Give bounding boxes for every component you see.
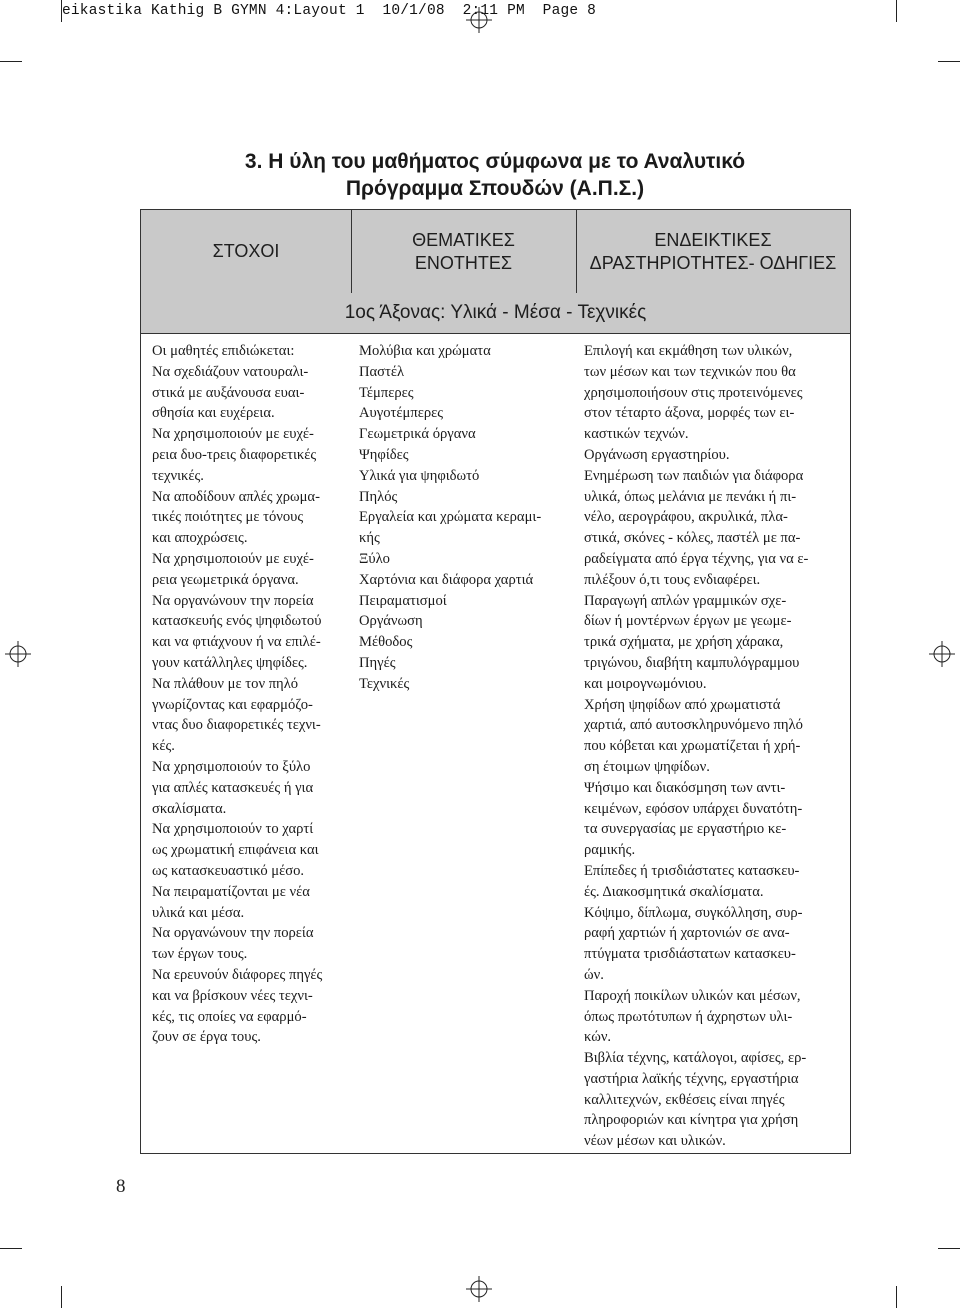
section-title: [140, 148, 850, 202]
header-goals-label: ΣΤΟΧΟΙ: [212, 241, 280, 261]
crop-mark-top-right: [896, 0, 897, 22]
table-header-row: [141, 210, 850, 294]
registration-mark-icon: [466, 1276, 492, 1302]
crop-mark-bottom-right: [896, 1286, 897, 1308]
text-line: Να σχεδιάζουν νατουραλι-: [152, 363, 309, 380]
text-line: δίων ή μοντέρνων έργων με γεωμε-: [584, 613, 792, 630]
header-activities-line-1: ΕΝΔΕΙΚΤΙΚΕΣ: [654, 229, 772, 250]
text-line: κατασκευής ενός ψηφιδωτού: [152, 613, 322, 630]
text-line: Εργαλεία και χρώματα κεραμι-: [359, 509, 542, 526]
text-line: Να πλάθουν με τον πηλό: [152, 675, 299, 692]
text-line: Βιβλία τέχνης, κατάλογοι, αφίσες, ερ-: [584, 1050, 807, 1067]
text-line: Τεχνικές: [359, 675, 410, 692]
text-line: Να οργανώνουν την πορεία: [152, 592, 314, 609]
text-line: γνωρίζοντας και εφαρμόζο-: [152, 696, 313, 713]
text-line: Οι μαθητές επιδιώκεται:: [152, 343, 295, 359]
text-line: ές. Διακοσμητικά σκαλίσματα.: [584, 883, 764, 900]
header-activities: [576, 210, 850, 293]
text-line: καλλιτεχνών, εκθέσεις είναι πηγές: [584, 1091, 785, 1108]
text-line: ως χρωματική επιφάνεια και: [152, 842, 319, 859]
text-line: στικά, σκόνες - κόλες, παστέλ με πα-: [584, 530, 801, 547]
text-line: στον τέταρτο άξονα, μορφές των ει-: [584, 405, 795, 422]
text-line: πιλέξουν ό,τι τους ενδιαφέρει.: [584, 571, 761, 588]
text-line: Επίπεδες ή τρισδιάστατες κατασκευ-: [584, 862, 800, 879]
text-line: Να χρησιμοποιούν με ευχέ-: [152, 550, 314, 567]
crop-mark-right-top: [938, 61, 960, 62]
text-line: ρεια γεωμετρικά όργανα.: [152, 571, 299, 588]
text-line: γουν κατάλληλες ψηφίδες.: [152, 654, 308, 671]
text-line: τριγώνου, διαβήτη καμπυλόγραμμου: [584, 654, 800, 671]
text-line: ραμικής.: [584, 842, 636, 859]
text-line: Πηγές: [359, 654, 396, 671]
text-line: σκαλίσματα.: [152, 800, 227, 817]
registration-mark-icon: [466, 7, 492, 33]
text-line: όπως πρωτότυπων ή άχρηστων υλι-: [584, 1008, 793, 1025]
text-line: Ψήσιμο και διακόσμηση των αντι-: [584, 779, 786, 796]
text-line: τεχνικές.: [152, 467, 204, 484]
crop-mark-left-bottom: [0, 1248, 22, 1249]
text-line: και να βρίσκουν νέες τεχνι-: [152, 987, 313, 1004]
text-line: ραφή χαρτιών ή χαρτονιών σε ανα-: [584, 925, 790, 942]
header-goals: [141, 210, 351, 293]
text-line: ως κατασκευαστικό μέσο.: [152, 862, 305, 879]
crop-mark-bottom-left: [61, 1286, 62, 1308]
text-line: υλικά και μέσα.: [152, 904, 245, 921]
text-line: Πηλός: [359, 488, 398, 505]
text-line: Χαρτόνια και διάφορα χαρτιά: [359, 571, 534, 588]
text-line: των μέσων και των τεχνικών που θα: [584, 363, 796, 380]
text-line: ραδείγματα από έργα τέχνης, για να ε-: [584, 550, 809, 567]
text-line: νέλο, αερογράφου, ακρυλικά, πλα-: [584, 509, 788, 526]
text-line: Πειραματισμοί: [359, 592, 447, 609]
text-line: Κόψιμο, δίπλωμα, συγκόλληση, συρ-: [584, 904, 803, 921]
text-line: ζουν σε έργα τους.: [152, 1029, 261, 1046]
crop-mark-right-bottom: [938, 1248, 960, 1249]
text-line: και μοιρογνωμόνιου.: [584, 675, 707, 692]
text-line: ση έτοιμων ψηφίδων.: [584, 758, 710, 775]
header-units-line-2: ΕΝΟΤΗΤΕΣ: [414, 252, 513, 273]
text-line: ντας δυο διαφορετικές τεχνι-: [152, 717, 321, 734]
text-line: ρεια δυο-τρεις διαφορετικές: [152, 446, 317, 463]
section-title-line-1: 3. Η ύλη του μαθήματος σύμφωνα με το Αναλυτικό: [244, 150, 746, 173]
axis-title-row: 1ος Άξονας: Υλικά - Μέσα - Τεχνικές: [141, 293, 850, 334]
text-line: νέων μέσων και υλικών.: [584, 1133, 726, 1150]
text-line: Να χρησιμοποιούν το ξύλο: [152, 758, 311, 775]
text-line: Γεωμετρικά όργανα: [359, 426, 476, 443]
text-line: πτύγματα τρισδιάστατων κατασκευ-: [584, 946, 796, 963]
goals-cell: [152, 341, 352, 1048]
text-line: Αυγοτέμπερες: [359, 405, 444, 422]
text-line: Παστέλ: [359, 363, 405, 380]
text-line: ών.: [584, 966, 604, 983]
print-slug: eikastika Kathig B GYMN 4:Layout 1 10/1/08 2:11 PM Page 8: [62, 3, 597, 19]
text-line: χρησιμοποιήσουν στις προτεινόμενες: [584, 384, 803, 401]
header-units-line-1: ΘΕΜΑΤΙΚΕΣ: [412, 229, 515, 250]
page-number: 8: [116, 1176, 126, 1197]
text-line: για απλές κατασκευές ή για: [152, 779, 314, 796]
text-line: σθησία και ευχέρεια.: [152, 405, 275, 422]
text-line: των έργων τους.: [152, 946, 248, 963]
text-line: Παραγωγή απλών γραμμικών σχε-: [584, 592, 787, 609]
text-line: Να πειραματίζονται με νέα: [152, 883, 310, 900]
header-activities-line-2: ΔΡΑΣΤΗΡΙΟΤΗΤΕΣ- ΟΔΗΓΙΕΣ: [589, 252, 837, 273]
activities-cell: [584, 341, 842, 1152]
text-line: Οργάνωση εργαστηρίου.: [584, 446, 730, 463]
text-line: Χρήση ψηφίδων από χρωματιστά: [584, 696, 781, 713]
text-line: και να φτιάχνουν ή να επιλέ-: [152, 634, 321, 651]
text-line: Να χρησιμοποιούν με ευχέ-: [152, 426, 314, 443]
text-line: Ενημέρωση των παιδιών για διάφορα: [584, 467, 804, 484]
text-line: Να χρησιμοποιούν το χαρτί: [152, 821, 314, 838]
text-line: πληροφοριών και κίνητρα για χρήση: [584, 1112, 799, 1129]
crop-mark-left-top: [0, 61, 22, 62]
text-line: Ψηφίδες: [359, 446, 409, 463]
registration-mark-icon: [5, 641, 31, 667]
text-line: Επιλογή και εκμάθηση των υλικών,: [584, 343, 793, 359]
text-line: Μέθοδος: [359, 634, 413, 651]
text-line: κών.: [584, 1029, 612, 1046]
text-line: τρικά σχήματα, με χρήση χάρακα,: [584, 634, 784, 651]
text-line: κές.: [152, 738, 175, 755]
text-line: τικές ποιότητες με τόνους: [152, 509, 304, 526]
text-line: Να αποδίδουν απλές χρωμα-: [152, 488, 320, 505]
text-line: κής: [359, 530, 380, 547]
crop-mark-top-left: [61, 0, 62, 22]
text-line: κειμένων, εφόσον υπάρχει δυνατότη-: [584, 800, 803, 817]
text-line: χαρτιά, από αυτοσκληρυνόμενο πηλό: [584, 717, 803, 734]
section-title-line-2: Πρόγραμμα Σπουδών (Α.Π.Σ.): [345, 177, 645, 200]
text-line: υλικά, όπως μελάνια με πενάκι ή πι-: [584, 488, 797, 505]
text-line: Παροχή ποικίλων υλικών και μέσων,: [584, 987, 801, 1004]
text-line: στικά με αυξάνουσα ευαι-: [152, 384, 305, 401]
header-thematic-units: [351, 210, 576, 293]
text-line: Υλικά για ψηφιδωτό: [359, 467, 480, 484]
curriculum-table: [140, 209, 851, 1154]
text-line: Να ερευνούν διάφορες πηγές: [152, 966, 323, 983]
text-line: τα συνεργασίας με εργαστήριο κε-: [584, 821, 787, 838]
text-line: που κόβεται και χρωματίζεται ή χρή-: [584, 738, 801, 755]
text-line: Οργάνωση: [359, 613, 423, 630]
text-line: Ξύλο: [359, 550, 390, 567]
text-line: κές, τις οποίες να εφαρμό-: [152, 1008, 307, 1025]
text-line: Να οργανώνουν την πορεία: [152, 925, 314, 942]
text-line: γαστήρια λαϊκής τέχνης, εργαστήρια: [584, 1070, 799, 1087]
text-line: Μολύβια και χρώματα: [359, 343, 491, 359]
text-line: Τέμπερες: [359, 384, 414, 401]
units-cell: [359, 341, 567, 695]
registration-mark-icon: [929, 641, 955, 667]
text-line: και αποχρώσεις.: [152, 530, 248, 547]
text-line: καστικών τεχνών.: [584, 426, 689, 443]
